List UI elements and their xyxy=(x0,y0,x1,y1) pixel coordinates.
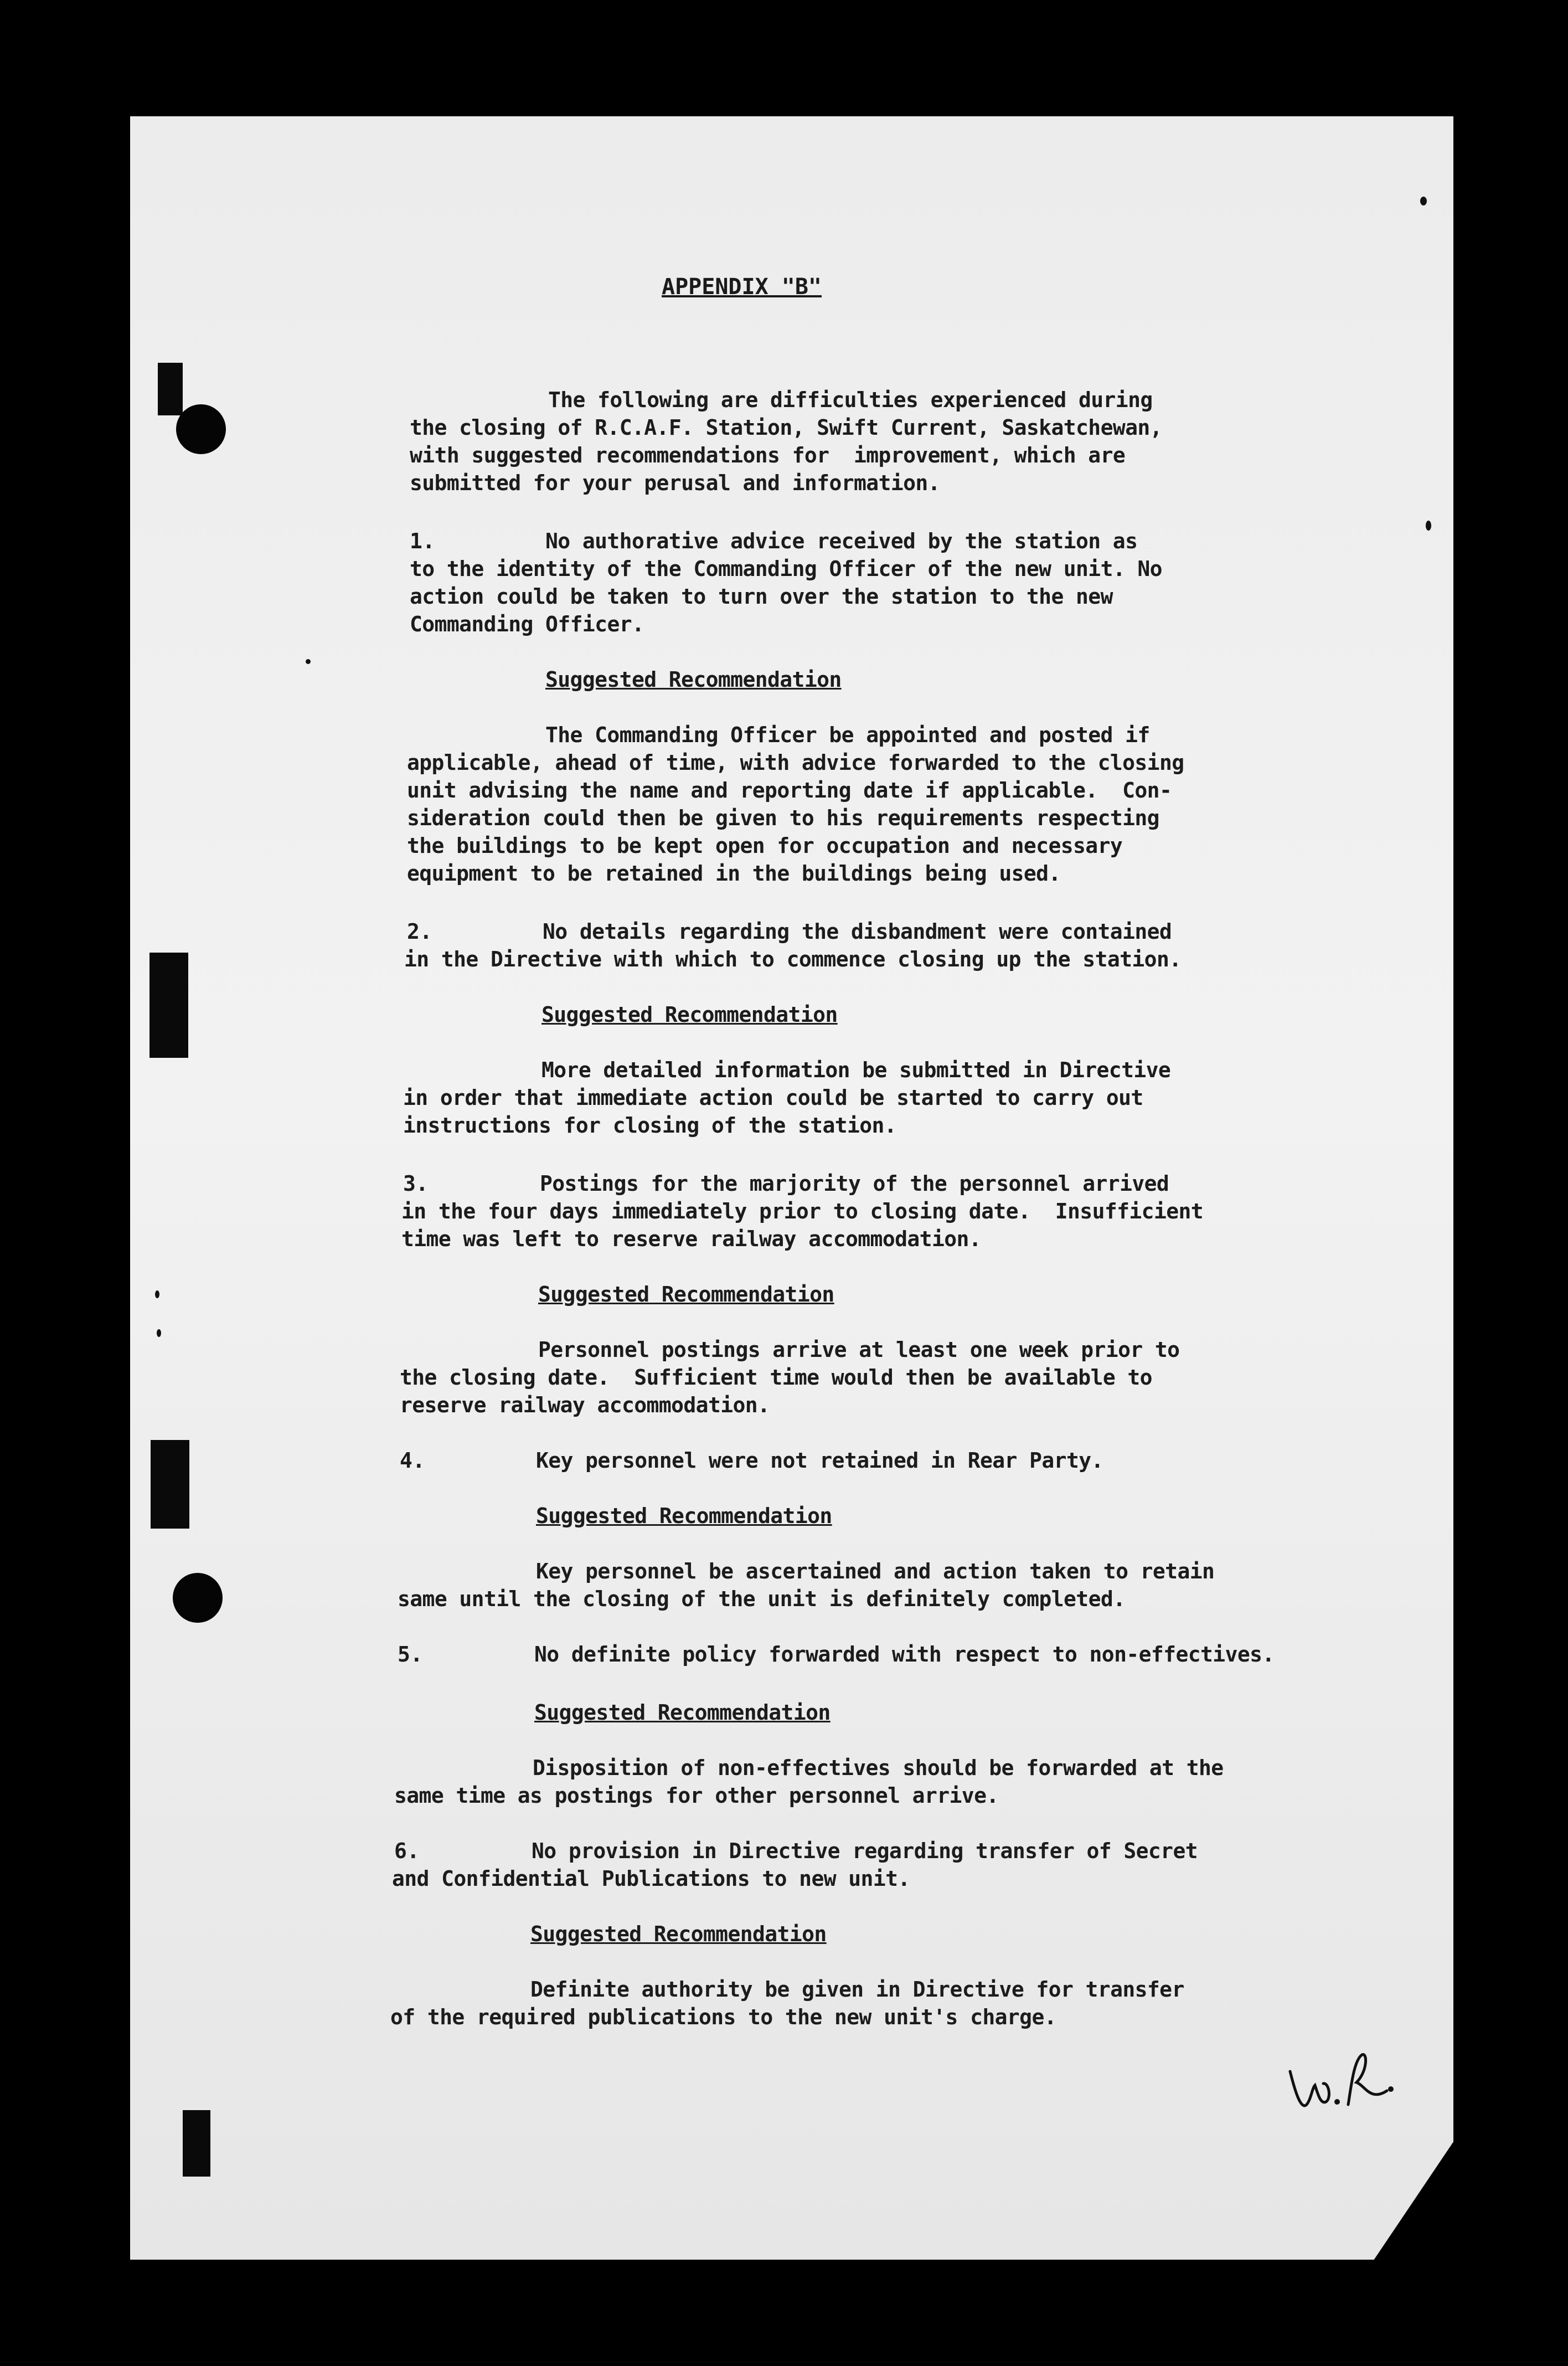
problem-line: No authorative advice received by the station as xyxy=(545,529,1138,553)
item-number: 4. xyxy=(400,1448,425,1473)
item-number: 1. xyxy=(410,529,435,553)
recommendation-line: Definite authority be given in Directive for transfer xyxy=(530,1977,1184,2002)
speck xyxy=(1420,197,1427,205)
recommendation-line: More detailed information be submitted in Directive xyxy=(541,1058,1171,1082)
recommendation-line: Disposition of non-effectives should be forwarded at the xyxy=(533,1756,1224,1780)
problem-line: No definite policy forwarded with respect to non-effectives. xyxy=(534,1642,1275,1667)
recommendation-heading: Suggested Recommendation xyxy=(541,1002,838,1027)
speck xyxy=(157,1329,161,1337)
recommendation-heading: Suggested Recommendation xyxy=(538,1282,834,1307)
recommendation-heading: Suggested Recommendation xyxy=(530,1922,827,1946)
recommendation-line: same until the closing of the unit is definitely completed. xyxy=(398,1587,1126,1611)
item-number: 3. xyxy=(403,1171,429,1196)
item-number: 5. xyxy=(398,1642,423,1667)
recommendation-line: the closing date. Sufficient time would then be available to xyxy=(400,1365,1152,1390)
problem-line: and Confidential Publications to new unit. xyxy=(392,1866,910,1891)
punch-hole-top xyxy=(176,404,226,454)
recommendation-line: in order that immediate action could be started to carry out xyxy=(403,1086,1143,1110)
problem-line: in the Directive with which to commence closing up the station. xyxy=(404,947,1182,971)
item-number: 6. xyxy=(394,1839,420,1863)
intro-line: with suggested recommendations for improvement, which are xyxy=(410,443,1126,467)
problem-line: to the identity of the Commanding Officer of the new unit. No xyxy=(410,557,1162,581)
item-number: 2. xyxy=(407,919,432,944)
speck xyxy=(155,1290,159,1298)
problem-line: No details regarding the disbandment were contained xyxy=(543,919,1172,944)
handwritten-initials xyxy=(1285,2049,1395,2116)
intro-line: the closing of R.C.A.F. Station, Swift Current, Saskatchewan, xyxy=(410,415,1162,440)
recommendation-line: The Commanding Officer be appointed and posted if xyxy=(545,723,1150,747)
problem-line: No provision in Directive regarding transfer of Secret xyxy=(532,1839,1198,1863)
binder-tab-middle xyxy=(149,953,188,1058)
binder-tab-lower xyxy=(151,1440,189,1529)
recommendation-line: of the required publications to the new unit's charge. xyxy=(390,2005,1057,2029)
problem-line: time was left to reserve railway accommodation. xyxy=(401,1227,982,1251)
recommendation-heading: Suggested Recommendation xyxy=(536,1504,832,1528)
speck xyxy=(1426,521,1431,531)
recommendation-line: the buildings to be kept open for occupation and necessary xyxy=(407,834,1123,858)
binder-tab-bottom xyxy=(183,2110,210,2177)
recommendation-line: equipment to be retained in the buildings being used. xyxy=(407,861,1061,886)
punch-hole-bottom xyxy=(173,1573,223,1623)
intro-line: The following are difficulties experienced during xyxy=(548,388,1153,412)
recommendation-line: Personnel postings arrive at least one week prior to xyxy=(538,1338,1180,1362)
binder-tab-upper xyxy=(158,363,183,415)
problem-line: in the four days immediately prior to closing date. Insufficient xyxy=(401,1199,1204,1223)
recommendation-line: sideration could then be given to his requirements respecting xyxy=(407,806,1159,830)
problem-line: Commanding Officer. xyxy=(410,612,644,636)
recommendation-heading: Suggested Recommendation xyxy=(545,667,842,692)
recommendation-line: unit advising the name and reporting date if applicable. Con- xyxy=(407,778,1172,803)
speck xyxy=(306,659,311,664)
recommendation-line: reserve railway accommodation. xyxy=(400,1393,770,1417)
recommendation-line: applicable, ahead of time, with advice forwarded to the closing xyxy=(407,750,1184,775)
recommendation-line: Key personnel be ascertained and action taken to retain xyxy=(536,1559,1215,1583)
page-title: APPENDIX "B" xyxy=(662,274,822,300)
problem-line: Key personnel were not retained in Rear Party. xyxy=(536,1448,1103,1473)
problem-line: Postings for the marjority of the personnel arrived xyxy=(540,1171,1169,1196)
recommendation-heading: Suggested Recommendation xyxy=(534,1700,831,1725)
recommendation-line: same time as postings for other personnel arrive. xyxy=(394,1783,999,1808)
problem-line: action could be taken to turn over the station to the new xyxy=(410,584,1113,609)
intro-line: submitted for your perusal and information. xyxy=(410,471,940,495)
recommendation-line: instructions for closing of the station. xyxy=(403,1113,897,1138)
